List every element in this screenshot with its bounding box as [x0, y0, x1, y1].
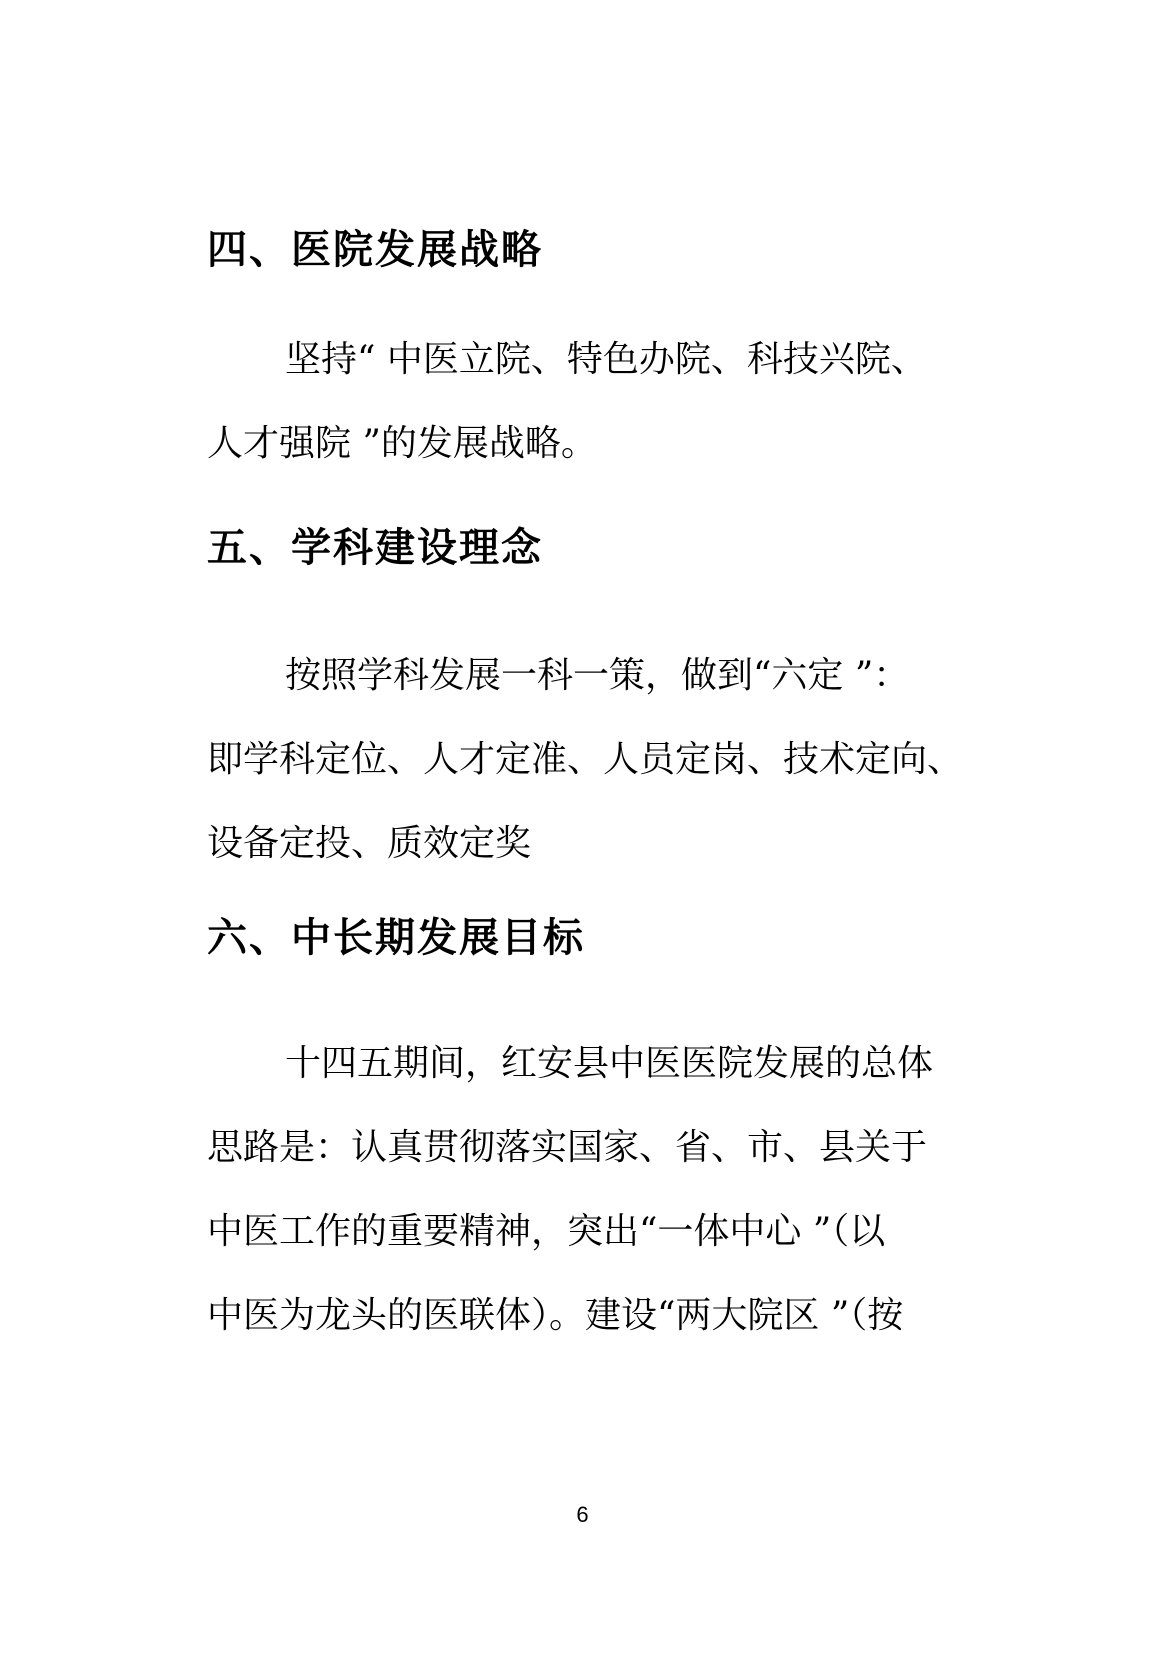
paragraph-line: 中医为龙头的医联体）。建设“两大院区 ”（按: [207, 1295, 904, 1336]
paragraph-discipline: [207, 634, 967, 886]
paragraph-line: 坚持“ 中医立院、特色办院、科技兴院、: [285, 339, 927, 380]
paragraph-line: 人才强院 ”的发展战略。: [207, 423, 597, 464]
paragraph-line: 中医工作的重要精神，突出“一体中心 ”（以: [207, 1211, 886, 1252]
paragraph-line: 十四五期间，红安县中医医院发展的总体: [285, 1043, 934, 1084]
paragraph-line: 即学科定位、人才定准、人员定岗、技术定向、: [207, 739, 964, 780]
page-number: 6: [576, 1502, 589, 1527]
paragraph-line: 思路是：认真贯彻落实国家、省、市、县关于: [207, 1127, 928, 1168]
paragraph-line: 按照学科发展一科一策，做到“六定 ”：: [285, 655, 910, 696]
section-heading-strategy: 四、医院发展战略: [207, 227, 543, 273]
paragraph-strategy: [207, 318, 967, 486]
section-heading-discipline: 五、学科建设理念: [207, 525, 543, 571]
paragraph-line: 设备定投、质效定奖: [207, 823, 532, 864]
section-heading-goals: 六、中长期发展目标: [207, 915, 585, 961]
paragraph-goals: [207, 1022, 967, 1358]
